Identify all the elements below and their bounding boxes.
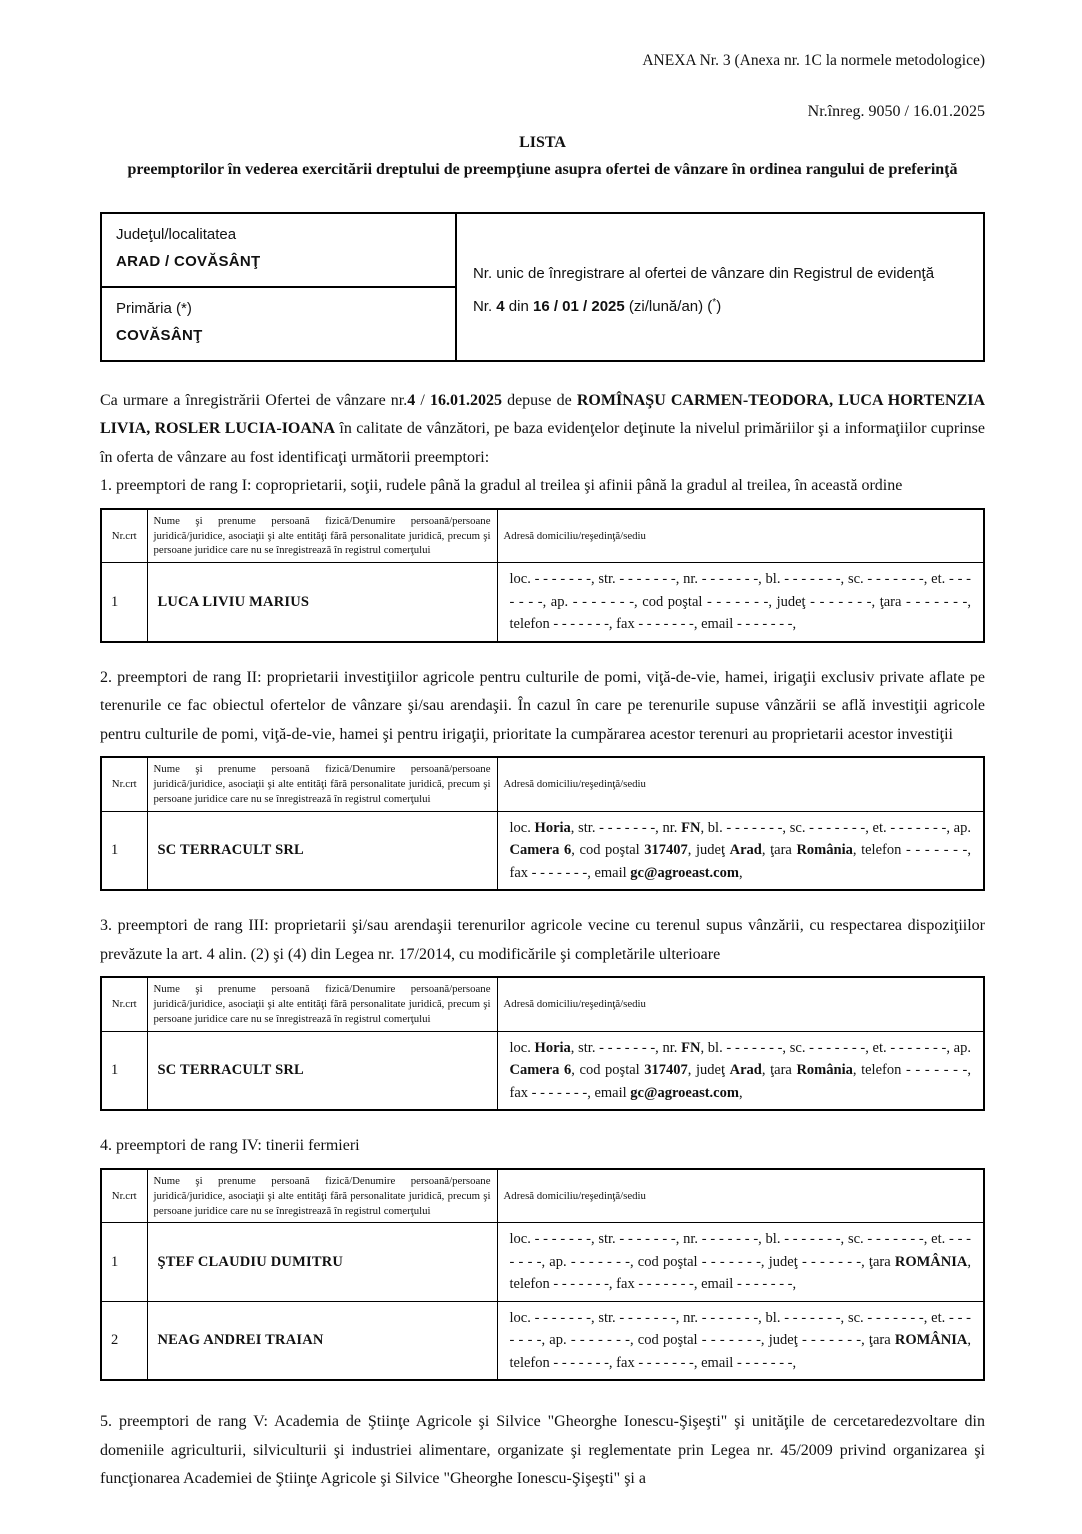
intro-paragraph: Ca urmare a înregistrării Ofertei de vânzare nr.4 / 16.01.2025 depuse de ROMÎNAŞU CARMEN-TEODORA, LUCA HORTENZIA LIVIA, ROSLER LUCIA-IOANA în calitate de vânzători, pe baza evidenţelor deţinute la nivelul primăriilor şi a informaţiilor cuprinse în oferta de vânzare au fost identificaţi următorii preemptori:: [100, 391, 986, 466]
rank-4-header-row: [101, 1169, 984, 1223]
column-header-name: Nume şi prenume persoană fizică/Denumire persoană/persoane juridică/juridice, asociaţii şi alte entităţi fără personalitate juridică, precum şi persoane juridice care nu se înregistrează în registrul comerţului: [147, 977, 497, 1031]
section-1-heading: 1. preemptori de rang I: coproprietarii, soţii, rudele până la gradul al treilea şi afinii până la gradul al treilea, în această ordine: [100, 477, 903, 495]
rank-1-row-1: [101, 563, 984, 642]
column-header-nr: Nr.crt: [101, 757, 147, 811]
preemptor-name: SC TERRACULT SRL: [147, 1031, 497, 1110]
preemptor-name: LUCA LIVIU MARIUS: [147, 563, 497, 642]
row-number: 1: [101, 1031, 147, 1110]
preemptor-address: loc. - - - - - - -, str. - - - - - - -, nr. - - - - - - -, bl. - - - - - - -, sc. - - - - - - -, et. - - - - - - -, ap. - - - - - - -, cod poştal - - - - - - -, judeţ - - - - - - -, ţara ROMÂNIA, telefon - - - - - - -, fax - - - - - - -, email - - - - - - -,: [497, 1223, 984, 1301]
preemptor-address: loc. - - - - - - -, str. - - - - - - -, nr. - - - - - - -, bl. - - - - - - -, sc. - - - - - - -, et. - - - - - - -, ap. - - - - - - -, cod poştal - - - - - - -, judeţ - - - - - - -, ţara ROMÂNIA, telefon - - - - - - -, fax - - - - - - -, email - - - - - - -,: [497, 1301, 984, 1380]
document-subtitle: preemptorilor în vederea exercitării dreptului de preempţiune asupra ofertei de vânzare în ordinea rangului de preferinţă: [127, 161, 958, 178]
preemptor-address: loc. Horia, str. - - - - - - -, nr. FN, bl. - - - - - - -, sc. - - - - - - -, et. - - - - - - -, ap. Camera 6, cod poştal 317407, judeţ Arad, ţara România, telefon - - - - - - -, fax - - - - - - -, email gc@agroeast.com,: [497, 1031, 984, 1110]
section-4-heading: 4. preemptori de rang IV: tinerii fermieri: [100, 1137, 360, 1155]
row-number: 1: [101, 811, 147, 890]
primaria-value: COVĂSÂNŢ: [116, 326, 203, 344]
preemptor-name: NEAG ANDREI TRAIAN: [147, 1301, 497, 1380]
column-header-nr: Nr.crt: [101, 1169, 147, 1223]
offer-number-line: Nr. 4 din 16 / 01 / 2025 (zi/lună/an) (*): [472, 297, 722, 316]
primaria-label: Primăria (*): [116, 299, 192, 317]
section-3-heading: 3. preemptori de rang III: proprietarii şi/sau arendaşii terenurilor agricole vecine cu terenul supus vânzării, cu respectarea dispoziţiilor prevăzute la art. 4 alin. (2) şi (4) din Legea nr. 17/2014, cu modificările şi completările ulterioare: [100, 917, 985, 963]
row-number: 1: [101, 563, 147, 642]
registration-header-table: [100, 212, 985, 362]
rank-3-table: [100, 976, 985, 1111]
preemptor-name: ŞTEF CLAUDIU DUMITRU: [147, 1223, 497, 1301]
primaria-cell: [101, 287, 456, 361]
preemptor-address: loc. - - - - - - -, str. - - - - - - -, nr. - - - - - - -, bl. - - - - - - -, sc. - - - - - - -, et. - - - - - - -, ap. - - - - - - -, cod poştal - - - - - - -, judeţ - - - - - - -, ţara - - - - - - -, telefon - - - - - - -, fax - - - - - - -, email - - - - - - -,: [497, 563, 984, 642]
document-title: LISTA: [519, 134, 566, 151]
row-number: 2: [101, 1301, 147, 1380]
column-header-name: Nume şi prenume persoană fizică/Denumire persoană/persoane juridică/juridice, asociaţii şi alte entităţi fără personalitate juridică, precum şi persoane juridice care nu se înregistrează în registrul comerţului: [147, 1169, 497, 1223]
rank-2-header-row: [101, 757, 984, 811]
column-header-nr: Nr.crt: [101, 977, 147, 1031]
rank-2-table: [100, 756, 985, 891]
column-header-address: Adresă domiciliu/reşedinţă/sediu: [497, 509, 984, 563]
rank-1-table: [100, 508, 985, 643]
column-header-address: Adresă domiciliu/reşedinţă/sediu: [497, 977, 984, 1031]
rank-1-header-row: [101, 509, 984, 563]
rank-3-header-row: [101, 977, 984, 1031]
preemptor-address: loc. Horia, str. - - - - - - -, nr. FN, bl. - - - - - - -, sc. - - - - - - -, et. - - - - - - -, ap. Camera 6, cod poştal 317407, judeţ Arad, ţara România, telefon - - - - - - -, fax - - - - - - -, email gc@agroeast.com,: [497, 811, 984, 890]
registration-number-line: Nr.înreg. 9050 / 16.01.2025: [807, 103, 985, 120]
column-header-address: Adresă domiciliu/reşedinţă/sediu: [497, 1169, 984, 1223]
annex-heading: ANEXA Nr. 3 (Anexa nr. 1C la normele metodologice): [642, 52, 985, 69]
rank-4-table: [100, 1168, 985, 1381]
county-value: ARAD / COVĂSÂNŢ: [116, 252, 261, 270]
rank-2-row-1: [101, 811, 984, 890]
section-2-heading: 2. preemptori de rang II: proprietarii investiţiilor agricole pentru culturile de pomi, viţă-de-vie, hamei, irigaţii exclusiv private aflate pe terenurile ce fac obiectul ofertelor de vânzare şi/sau arendaşii. În cazul în care pe terenurile supuse vânzării se află investiţii agricole pentru culturile de pomi, viţă-de-vie, hamei şi pentru irigaţii, prioritate la cumpărarea acestor terenuri au proprietarii acestor investiţii: [100, 668, 985, 743]
column-header-name: Nume şi prenume persoană fizică/Denumire persoană/persoane juridică/juridice, asociaţii şi alte entităţi fără personalitate juridică, precum şi persoane juridice care nu se înregistrează în registrul comerţului: [147, 509, 497, 563]
unique-registration-label: Nr. unic de înregistrare al ofertei de vânzare din Registrul de evidenţă: [472, 265, 935, 283]
preemptor-name: SC TERRACULT SRL: [147, 811, 497, 890]
unique-registration-cell: [456, 213, 984, 361]
rank-4-row-2: [101, 1301, 984, 1380]
county-label: Judeţul/localitatea: [116, 225, 237, 243]
rank-3-row-1: [101, 1031, 984, 1110]
county-cell: [101, 213, 456, 287]
section-5-paragraph: 5. preemptori de rang V: Academia de Ştiinţe Agricole şi Silvice "Gheorghe Ionescu-Şişeşti" şi unităţile de cercetaredezvoltare din domeniile agriculturii, silviculturii şi industriei alimentare, organizate şi reglementate prin Legea nr. 45/2009 privind organizarea şi funcţionarea Academiei de Ştiinţe Agricole şi Silvice "Gheorghe Ionescu-Şişeşti" şi a: [100, 1413, 985, 1488]
column-header-name: Nume şi prenume persoană fizică/Denumire persoană/persoane juridică/juridice, asociaţii şi alte entităţi fără personalitate juridică, precum şi persoane juridice care nu se înregistrează în registrul comerţului: [147, 757, 497, 811]
column-header-address: Adresă domiciliu/reşedinţă/sediu: [497, 757, 984, 811]
county-row: [101, 213, 984, 287]
rank-4-row-1: [101, 1223, 984, 1301]
column-header-nr: Nr.crt: [101, 509, 147, 563]
row-number: 1: [101, 1223, 147, 1301]
